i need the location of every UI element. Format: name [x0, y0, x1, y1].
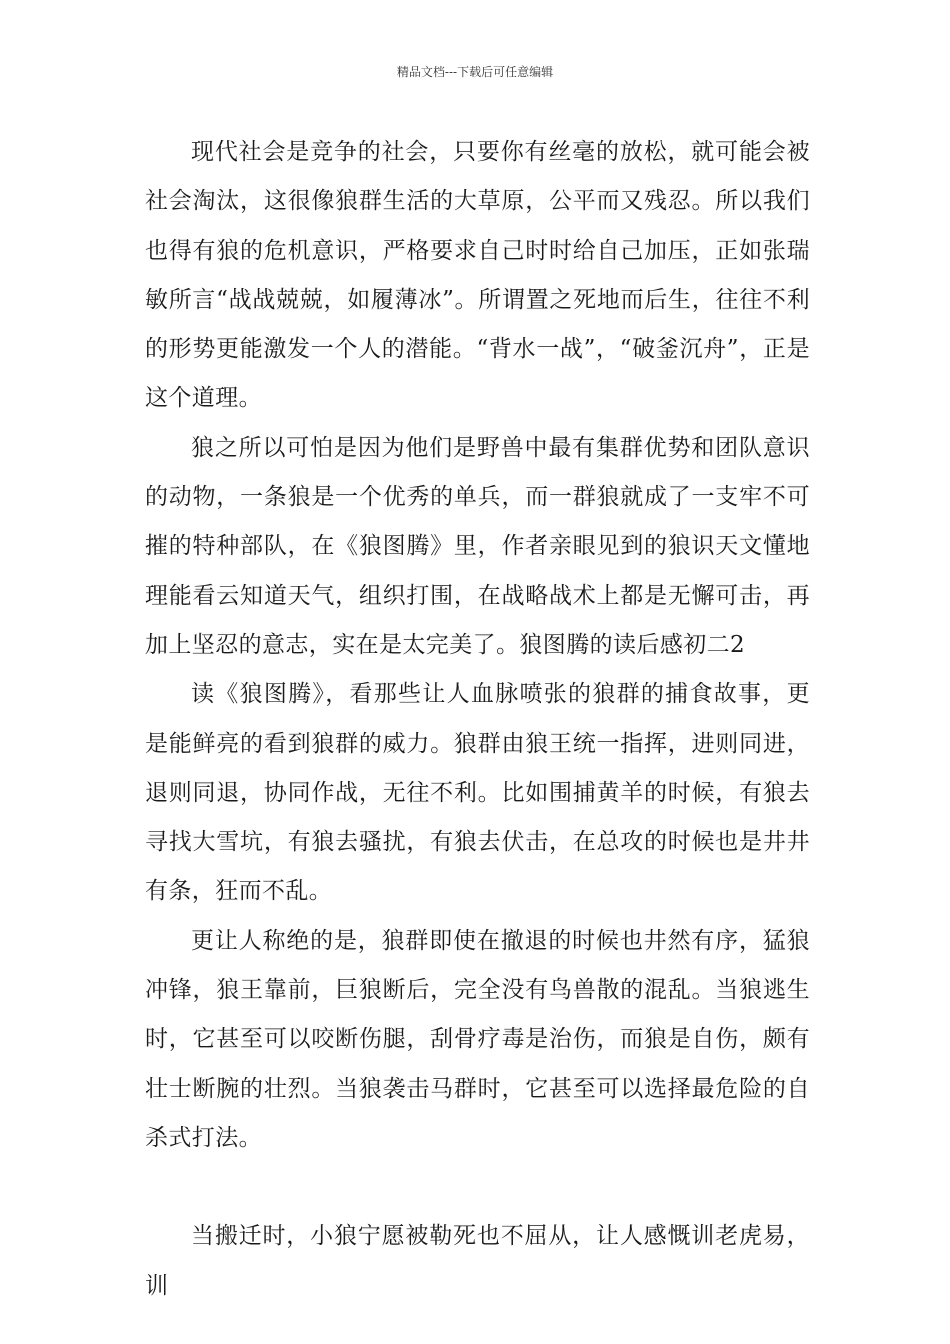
paragraph-4: 更让人称绝的是，狼群即使在撤退的时候也井然有序，猛狼冲锋，狼王靠前，巨狼断后，完全没有鸟兽散的混乱。当狼逃生时，它甚至可以咬断伤腿，刮骨疗毒是治伤，而狼是自伤，颇有壮士断腕的壮烈。当狼袭击马群时，它甚至可以选择最危险的自杀式打法。	[145, 927, 810, 1151]
paragraph-5: 当搬迁时，小狼宁愿被勒死也不屈从，让人感慨训老虎易，训	[145, 1223, 810, 1299]
paragraph-2: 狼之所以可怕是因为他们是野兽中最有集群优势和团队意识的动物，一条狼是一个优秀的单兵，而一群狼就成了一支牢不可摧的特种部队，在《狼图腾》里，作者亲眼见到的狼识天文懂地理能看云知道天气，组织打围，在战略战术上都是无懈可击，再加上坚忍的意志，实在是太完美了。狼图腾的读后感初二2	[145, 434, 810, 658]
paragraph-gap	[145, 1163, 810, 1212]
paragraph-3: 读《狼图腾》，看那些让人血脉喷张的狼群的捕食故事，更是能鲜亮的看到狼群的威力。狼群由狼王统一指挥，进则同进，退则同退，协同作战，无往不利。比如围捕黄羊的时候，有狼去寻找大雪坑，有狼去骚扰，有狼去伏击，在总攻的时候也是井井有条，狂而不乱。	[145, 681, 810, 905]
document-body	[145, 128, 810, 1311]
paragraph-1: 现代社会是竞争的社会，只要你有丝毫的放松，就可能会被社会淘汰，这很像狼群生活的大草原，公平而又残忍。所以我们也得有狼的危机意识，严格要求自己时时给自己加压，正如张瑞敏所言“战战兢兢，如履薄冰”。所谓置之死地而后生，往往不利的形势更能激发一个人的潜能。“背水一战”，“破釜沉舟”，正是这个道理。	[145, 139, 810, 412]
page-header: 精品文档---下载后可任意编辑	[396, 65, 554, 79]
